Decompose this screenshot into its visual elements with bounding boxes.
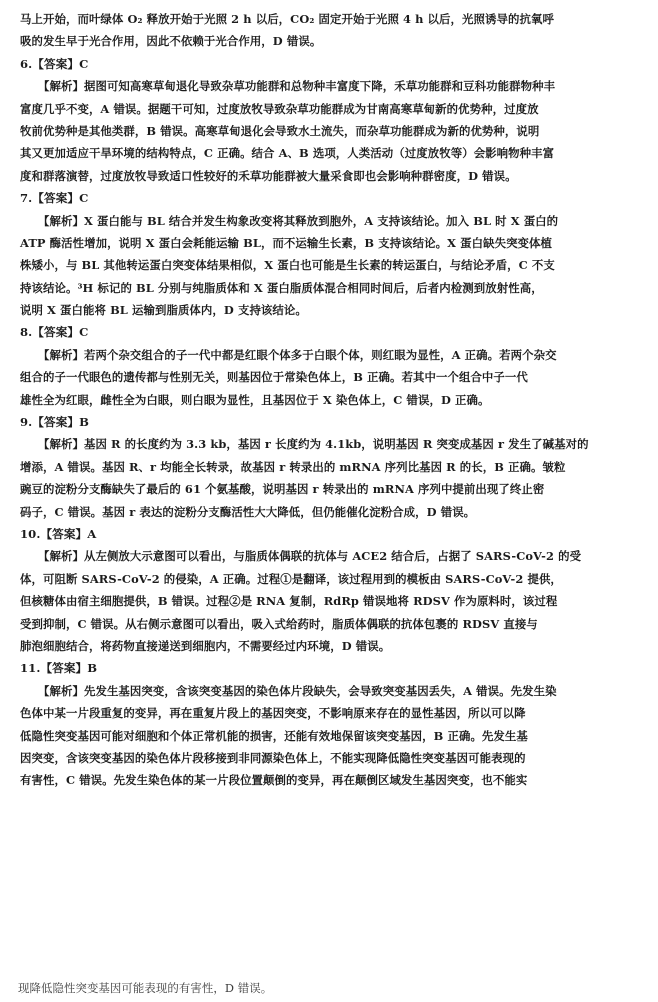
text-line: 码子，C 错误。基因 r 表达的淀粉分支酶活性大大降低，但仍能催化淀粉合成，D 错误。 <box>20 504 476 519</box>
text-line: 受到抑制，C 错误。从右侧示意图可以看出，吸入式给药时，脂质体偶联的抗体包裹的 RDSV 直接与 <box>20 616 538 631</box>
answer-heading: 9.【答案】B <box>20 415 89 430</box>
text-line: 低隐性突变基因可能对细胞和个体正常机能的损害，还能有效地保留该突变基因，B 正确。先发生基 <box>20 728 528 743</box>
text-line: 度和群落演替，过度放牧导致适口性较好的禾草功能群被大量采食即也会影响种群密度，D 错误。 <box>20 168 517 183</box>
answer-heading: 6.【答案】C <box>20 56 89 71</box>
text-line: 其又更加适应干旱环境的结构特点，C 正确。结合 A、B 选项，人类活动（过度放牧等）会影响物种丰富 <box>20 146 555 161</box>
answer-heading: 8.【答案】C <box>20 325 89 340</box>
text-line: 株矮小，与 BL 其他转运蛋白突变体结果相似，X 蛋白也可能是生长素的转运蛋白，与结论矛盾，C 不支 <box>20 258 555 273</box>
text-line: 组合的子一代眼色的遗传都与性别无关，则基因位于常染色体上，B 正确。若其中一个组合中子一代 <box>20 370 528 385</box>
text-line: 马上开始，而叶绿体 O₂ 释放开始于光照 2 h 以后，CO₂ 固定开始于光照 4 h 以后，光照诱导的抗氧呼 <box>20 12 554 26</box>
text-line: 体，可阻断 SARS-CoV-2 的侵染，A 正确。过程①是翻译，该过程用到的模板由 SARS-CoV-2 提供， <box>20 571 562 586</box>
analysis-line: 【解析】X 蛋白能与 BL 结合并发生构象改变将其释放到胞外，A 支持该结论。加入 BL 时 X 蛋白的 <box>38 213 559 228</box>
text-line: 肺泡细胞结合，将药物直接递送到细胞内，不需要经过内环境，D 错误。 <box>20 638 391 653</box>
text-line: 色体中某一片段重复的变异，再在重复片段上的基因突变，不影响原来存在的显性基因，所以可以降 <box>20 706 526 721</box>
text-line: 说明 X 蛋白能将 BL 运输到脂质体内，D 支持该结论。 <box>20 303 307 318</box>
text-line: 牧前优势种是其他类群，B 错误。高寒草甸退化会导致水土流失，而杂草功能群成为新的优势种，说明 <box>20 123 540 138</box>
text-line: 持该结论。³H 标记的 BL 分别与纯脂质体和 X 蛋白脂质体混合相同时间后，后者内检测到放射性高， <box>20 280 543 295</box>
text-line: 因突变，含该突变基因的染色体片段移接到非同源染色体上，不能实现降低隐性突变基因可能表现的 <box>20 750 526 765</box>
answer-heading: 11.【答案】B <box>20 661 98 676</box>
answer-heading: 10.【答案】A <box>20 526 97 541</box>
analysis-line: 【解析】据图可知高寒草甸退化导致杂草功能群和总物种丰富度下降，禾草功能群和豆科功能群物种丰 <box>38 79 556 94</box>
text-line: 但核糖体由宿主细胞提供，B 错误。过程②是 RNA 复制，RdRp 错误地将 RDSV 作为原料时，该过程 <box>20 594 558 609</box>
cut-off-line <box>0 981 658 1002</box>
analysis-line: 【解析】基因 R 的长度约为 3.3 kb，基因 r 长度约为 4.1kb，说明基因 R 突变成基因 r 发生了碱基对的 <box>38 437 589 452</box>
text-line: 吸的发生早于光合作用，因此不依赖于光合作用，D 错误。 <box>20 34 322 49</box>
answer-heading: 7.【答案】C <box>20 191 89 206</box>
text-line: 富度几乎不变，A 错误。据题干可知，过度放牧导致杂草功能群成为甘南高寒草甸新的优势种，过度放 <box>20 101 539 116</box>
text-line: 增添，A 错误。基因 R、r 均能全长转录，故基因 r 转录出的 mRNA 序列比基因 R 的长，B 正确。皱粒 <box>20 459 566 474</box>
analysis-line: 【解析】若两个杂交组合的子一代中都是红眼个体多于白眼个体，则红眼为显性，A 正确。若两个杂交 <box>38 347 557 362</box>
text-line: 雄性全为红眼，雌性全为白眼，则白眼为显性，且基因位于 X 染色体上，C 错误，D 正确。 <box>20 392 490 407</box>
text-line: ATP 酶活性增加，说明 X 蛋白会耗能运输 BL，而不运输生长素，B 支持该结论。X 蛋白缺失突变体植 <box>20 235 553 250</box>
analysis-line: 【解析】从左侧放大示意图可以看出，与脂质体偶联的抗体与 ACE2 结合后，占据了 SARS-CoV-2 的受 <box>38 549 582 564</box>
text-line: 有害性，C 错误。先发生染色体的某一片段位置颠倒的变异，再在颠倒区域发生基因突变，也不能实 <box>20 773 528 788</box>
analysis-line: 【解析】先发生基因突变，含该突变基因的染色体片段缺失，会导致突变基因丢失，A 错误。先发生染 <box>38 683 557 698</box>
text-line-cutoff: 现降低隐性突变基因可能表现的有害性，D 错误。 <box>18 981 273 995</box>
text-line: 豌豆的淀粉分支酶缺失了最后的 61 个氨基酸，说明基因 r 转录出的 mRNA 序列中提前出现了终止密 <box>20 482 545 497</box>
